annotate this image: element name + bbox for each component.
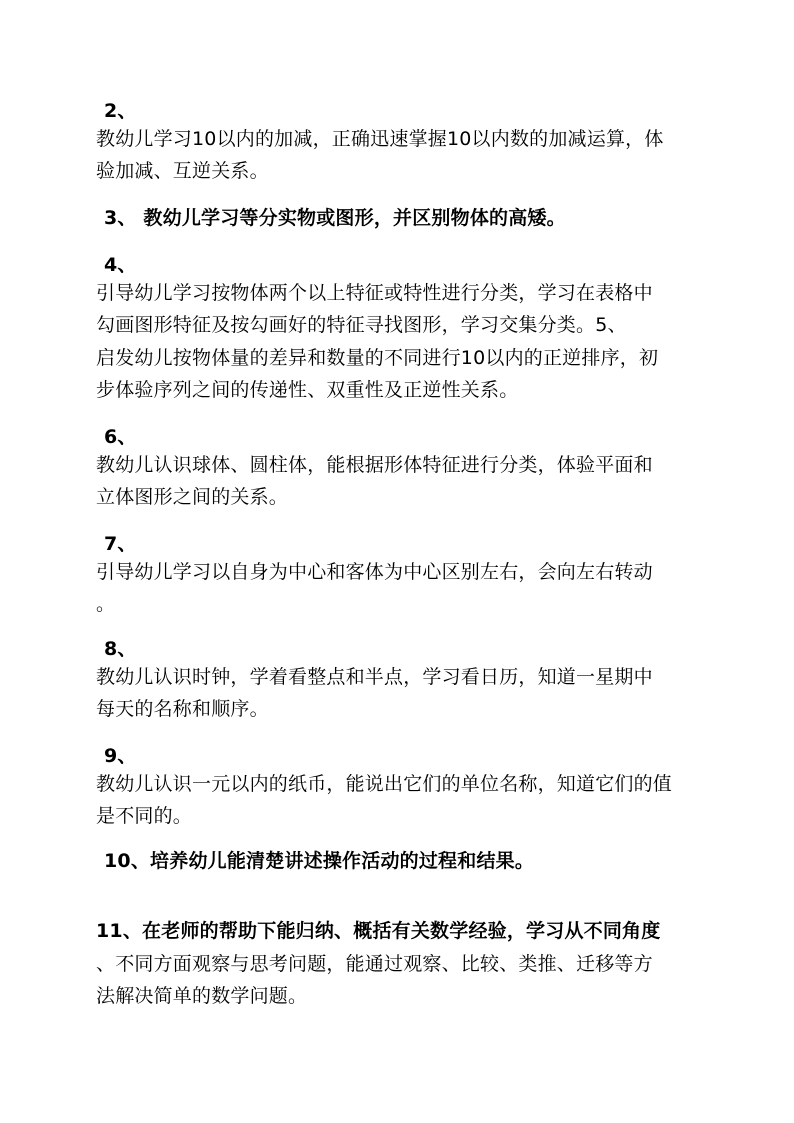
item-2-number: 2、: [104, 100, 137, 122]
item-8-number: 8、: [104, 638, 137, 660]
item-6-text-line-2: 立体图形之间的关系。: [96, 486, 289, 508]
item-11-text-line-1: 11、在老师的帮助下能归纳、概括有关数学经验，学习从不同角度: [96, 920, 661, 942]
item-7-number: 7、: [104, 533, 137, 555]
item-5-text-line-1: 启发幼儿按物体量的差异和数量的不同进行10以内的正逆排序，初: [96, 347, 659, 369]
item-8-text-line-1: 教幼儿认识时钟，学着看整点和半点，学习看日历，知道一星期中: [96, 666, 653, 688]
item-9-text-line-1: 教幼儿认识一元以内的纸币，能说出它们的单位名称，知道它们的值: [96, 773, 673, 795]
item-11-text-line-3: 法解决简单的数学问题。: [96, 985, 308, 1007]
item-6-text-line-1: 教幼儿认识球体、圆柱体，能根据形体特征进行分类，体验平面和: [96, 454, 653, 476]
item-9-text-line-2: 是不同的。: [96, 805, 193, 827]
item-6-number: 6、: [104, 426, 137, 448]
item-11-text-line-2: 、不同方面观察与思考问题，能通过观察、比较、类推、迁移等方: [96, 953, 653, 975]
item-4-number: 4、: [104, 254, 137, 276]
item-7-text-line-1: 引导幼儿学习以自身为中心和客体为中心区别左右，会向左右转动: [96, 561, 653, 583]
item-4-text-line-1: 引导幼儿学习按物体两个以上特征或特性进行分类，学习在表格中: [96, 282, 653, 304]
item-4-text-line-2: 勾画图形特征及按勾画好的特征寻找图形，学习交集分类。5、: [96, 314, 627, 336]
item-9-number: 9、: [104, 745, 137, 767]
item-8-text-line-2: 每天的名称和顺序。: [96, 698, 269, 720]
item-3-text: 3、 教幼儿学习等分实物或图形，并区别物体的高矮。: [104, 207, 566, 229]
item-2-text-line-2: 验加减、互逆关系。: [96, 160, 269, 182]
item-10-text: 10、培养幼儿能清楚讲述操作活动的过程和结果。: [104, 850, 535, 872]
item-2-text-line-1: 教幼儿学习10以内的加减，正确迅速掌握10以内数的加减运算，体: [96, 128, 664, 150]
item-7-text-line-2: 。: [96, 593, 116, 615]
item-5-text-line-2: 步体验序列之间的传递性、双重性及正逆性关系。: [96, 379, 519, 401]
